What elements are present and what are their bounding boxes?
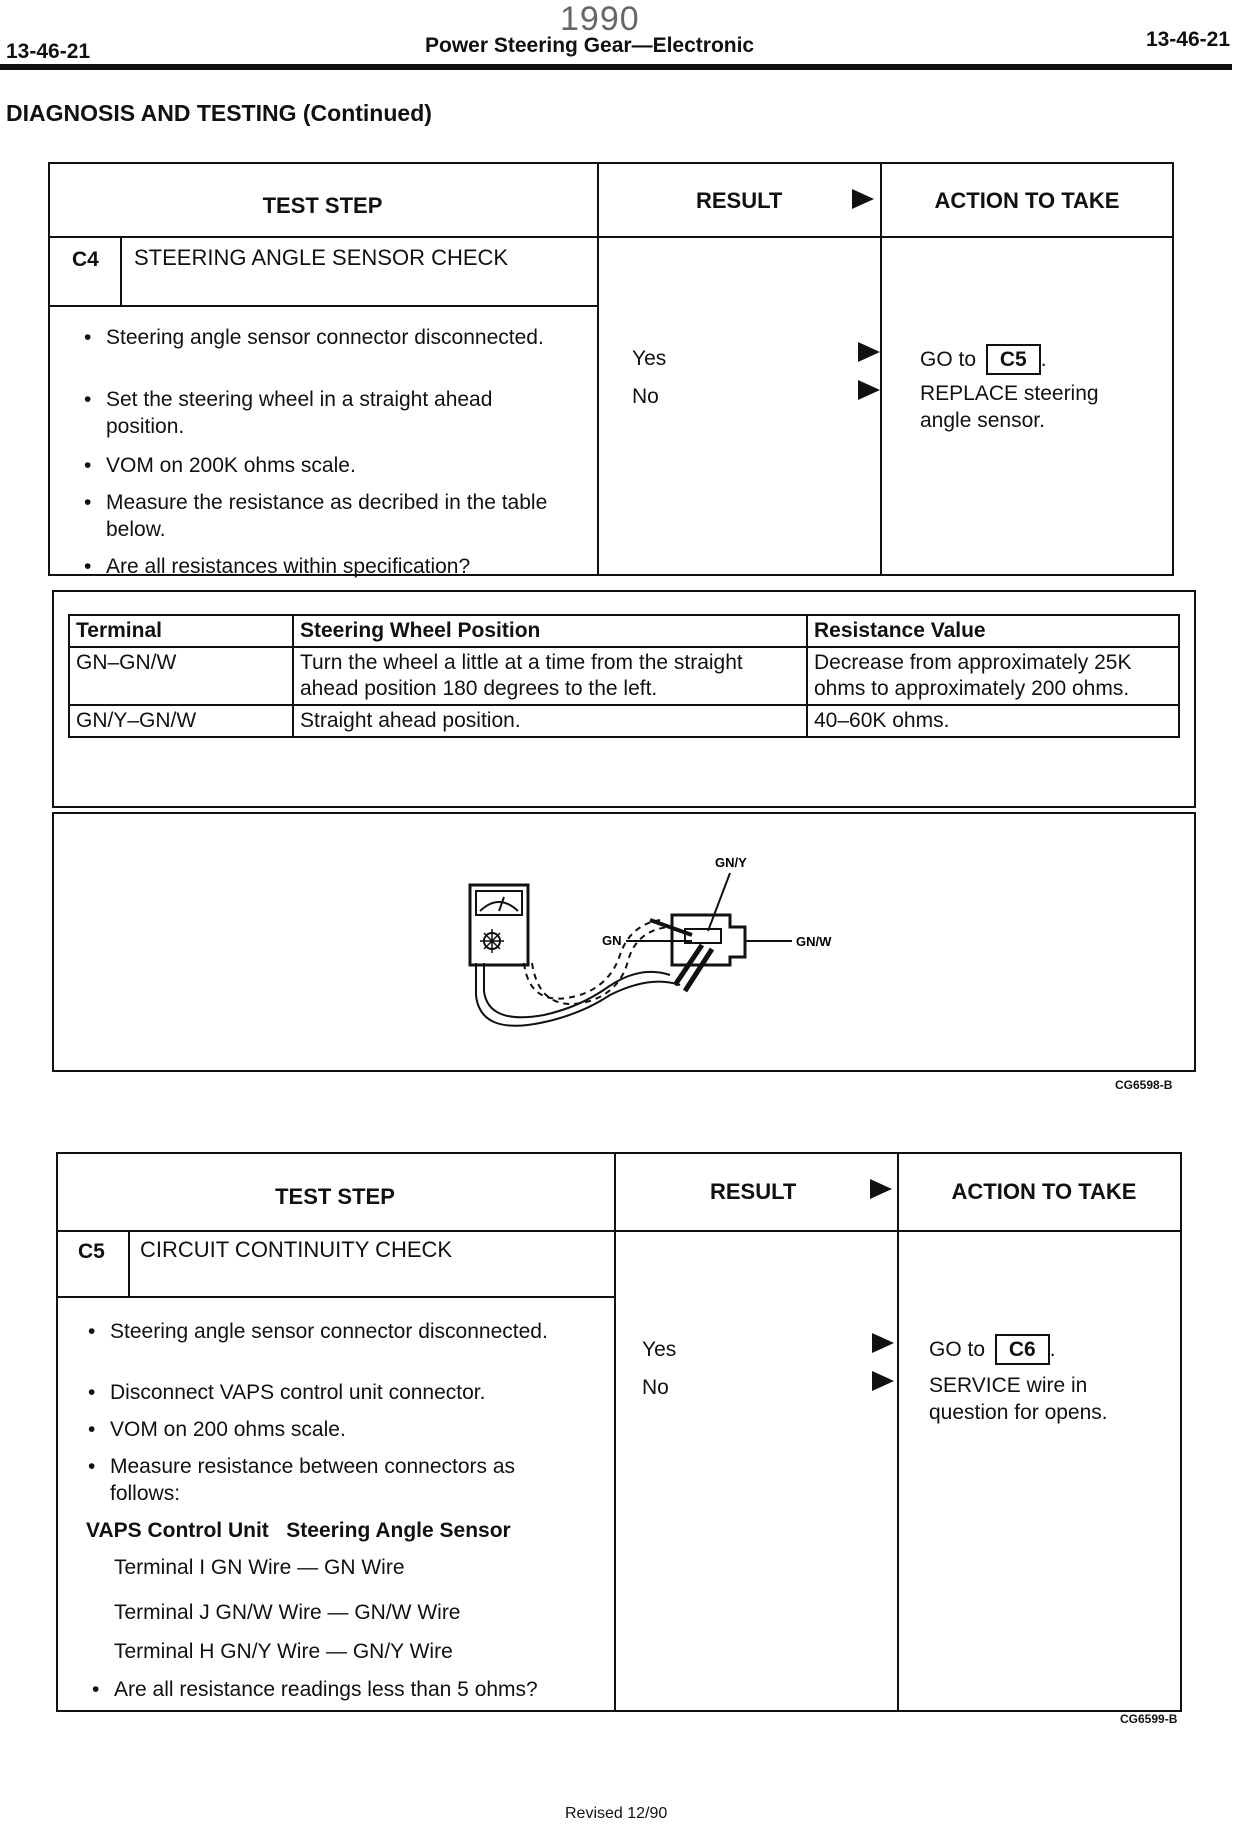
c4-col-divider-2 bbox=[880, 162, 882, 574]
c4-bullet-4-text: Measure the resistance as decribed in the table below. bbox=[106, 491, 548, 541]
revision-footer: Revised 12/90 bbox=[565, 1805, 668, 1822]
c5-title-bottom bbox=[56, 1296, 616, 1298]
c4-bullet-5: • Are all resistances within specification? bbox=[84, 555, 471, 578]
spec-cell-terminal: GN/Y–GN/W bbox=[69, 705, 293, 737]
c4-action-yes-prefix: GO to bbox=[920, 348, 977, 371]
c4-code-divider bbox=[120, 236, 122, 307]
c5-bullet-4-text: Measure resistance between connectors as follows: bbox=[110, 1455, 516, 1505]
c4-bullet-4: • Measure the resistance as decribed in the table below. bbox=[84, 491, 548, 541]
c4-bullet-1: • Steering angle sensor connector disconnected. bbox=[84, 326, 544, 349]
c5-result-yes: Yes bbox=[642, 1338, 677, 1361]
c5-result-header: RESULT bbox=[710, 1179, 797, 1204]
page-number-left: 13-46-21 bbox=[6, 40, 91, 63]
c5-bullet-5-text: Are all resistance readings less than 5 ohms? bbox=[114, 1678, 538, 1701]
c5-action-yes-prefix: GO to bbox=[929, 1338, 986, 1361]
c4-bullet-3-text: VOM on 200K ohms scale. bbox=[106, 454, 356, 477]
table-row bbox=[69, 647, 1179, 705]
c4-action-header: ACTION TO TAKE bbox=[934, 188, 1120, 213]
c5-subheader: VAPS Control Unit Steering Angle Sensor bbox=[86, 1519, 511, 1542]
c4-figure-code: CG6598-B bbox=[1115, 1078, 1173, 1092]
spec-header-position: Steering Wheel Position bbox=[293, 615, 807, 647]
section-heading: DIAGNOSIS AND TESTING (Continued) bbox=[6, 100, 432, 126]
c4-bullet-3: • VOM on 200K ohms scale. bbox=[84, 454, 356, 477]
c5-figure-code: CG6599-B bbox=[1120, 1712, 1178, 1726]
spec-cell-resistance: Decrease from approximately 25K ohms to approximately 200 ohms. bbox=[807, 647, 1179, 705]
label-gn: GN bbox=[602, 933, 622, 948]
c4-bullet-2-text: Set the steering wheel in a straight ahead position. bbox=[106, 388, 493, 438]
c4-result-yes: Yes bbox=[632, 347, 667, 370]
c4-no-arrow-icon bbox=[858, 380, 880, 400]
spec-cell-position: Turn the wheel a little at a time from the straight ahead position 180 degrees to the left. bbox=[293, 647, 807, 705]
c5-no-arrow-icon bbox=[872, 1371, 894, 1391]
c4-header-divider bbox=[48, 236, 1174, 238]
c5-action-yes: GO to C6 . bbox=[929, 1334, 1056, 1365]
spec-header-resistance: Resistance Value bbox=[807, 615, 1179, 647]
c4-bullet-2: • Set the steering wheel in a straight ahead position. bbox=[84, 388, 493, 438]
spec-cell-position: Straight ahead position. bbox=[293, 705, 807, 737]
page-title: Power Steering Gear—Electronic bbox=[425, 34, 755, 57]
c4-bullet-1-text: Steering angle sensor connector disconnected. bbox=[106, 326, 544, 349]
c4-yes-arrow-icon bbox=[858, 342, 880, 362]
c4-result-no: No bbox=[632, 385, 659, 408]
c5-yes-arrow-icon bbox=[872, 1333, 894, 1353]
c5-col-divider-1 bbox=[614, 1152, 616, 1710]
c4-title-bottom bbox=[48, 305, 599, 307]
table-row bbox=[69, 705, 1179, 737]
c5-bullet-1: • Steering angle sensor connector disconnected. bbox=[88, 1320, 548, 1343]
c4-header-arrow-icon bbox=[852, 189, 874, 209]
c4-test-step-header: TEST STEP bbox=[262, 193, 383, 218]
label-gny: GN/Y bbox=[715, 855, 747, 870]
c4-col-divider-1 bbox=[597, 162, 599, 574]
c5-bullet-3-text: VOM on 200 ohms scale. bbox=[110, 1418, 346, 1441]
spec-cell-resistance: 40–60K ohms. bbox=[807, 705, 1179, 737]
c5-col-divider-2 bbox=[897, 1152, 899, 1710]
c5-terminal-1: Terminal I GN Wire — GN Wire bbox=[114, 1556, 405, 1579]
year-stamp: 1990 bbox=[560, 0, 640, 38]
c5-action-header: ACTION TO TAKE bbox=[951, 1179, 1137, 1204]
spec-cell-terminal: GN–GN/W bbox=[69, 647, 293, 705]
c5-test-step-header: TEST STEP bbox=[275, 1184, 395, 1209]
page-number-right: 13-46-21 bbox=[1145, 28, 1230, 51]
vom-connector-illustration bbox=[440, 845, 880, 1045]
c5-header-divider bbox=[56, 1230, 1182, 1232]
c5-bullet-4: • Measure resistance between connectors as follows: bbox=[88, 1455, 516, 1505]
c5-bullet-2-text: Disconnect VAPS control unit connector. bbox=[110, 1381, 486, 1404]
c5-step-code: C5 bbox=[78, 1240, 105, 1263]
label-gnw: GN/W bbox=[796, 934, 832, 949]
c5-result-no: No bbox=[642, 1376, 669, 1399]
c5-bullet-5: • Are all resistance readings less than 5 ohms? bbox=[92, 1678, 538, 1701]
c5-bullet-1-text: Steering angle sensor connector disconnected. bbox=[110, 1320, 548, 1343]
c4-goto-ref: C5 bbox=[986, 344, 1041, 375]
c5-bullet-2: • Disconnect VAPS control unit connector. bbox=[88, 1381, 486, 1404]
header-rule bbox=[0, 64, 1232, 70]
c4-bullet-5-text: Are all resistances within specification? bbox=[106, 555, 471, 578]
c4-step-code: C4 bbox=[72, 248, 99, 271]
c5-code-divider bbox=[128, 1230, 130, 1298]
c5-action-no: SERVICE wire in question for opens. bbox=[929, 1374, 1108, 1424]
c5-goto-ref: C6 bbox=[995, 1334, 1050, 1365]
c5-bullet-3: • VOM on 200 ohms scale. bbox=[88, 1418, 346, 1441]
c5-step-title: CIRCUIT CONTINUITY CHECK bbox=[140, 1237, 453, 1262]
c4-action-no: REPLACE steering angle sensor. bbox=[920, 382, 1099, 432]
spec-header-terminal: Terminal bbox=[69, 615, 293, 647]
c5-terminal-3: Terminal H GN/Y Wire — GN/Y Wire bbox=[114, 1640, 453, 1663]
c5-terminal-2: Terminal J GN/W Wire — GN/W Wire bbox=[114, 1601, 461, 1624]
c4-spec-table bbox=[68, 614, 1180, 738]
c4-step-title: STEERING ANGLE SENSOR CHECK bbox=[134, 245, 509, 270]
c5-header-arrow-icon bbox=[870, 1179, 892, 1199]
c4-action-yes: GO to C5 . bbox=[920, 344, 1047, 375]
c4-result-header: RESULT bbox=[696, 188, 783, 213]
